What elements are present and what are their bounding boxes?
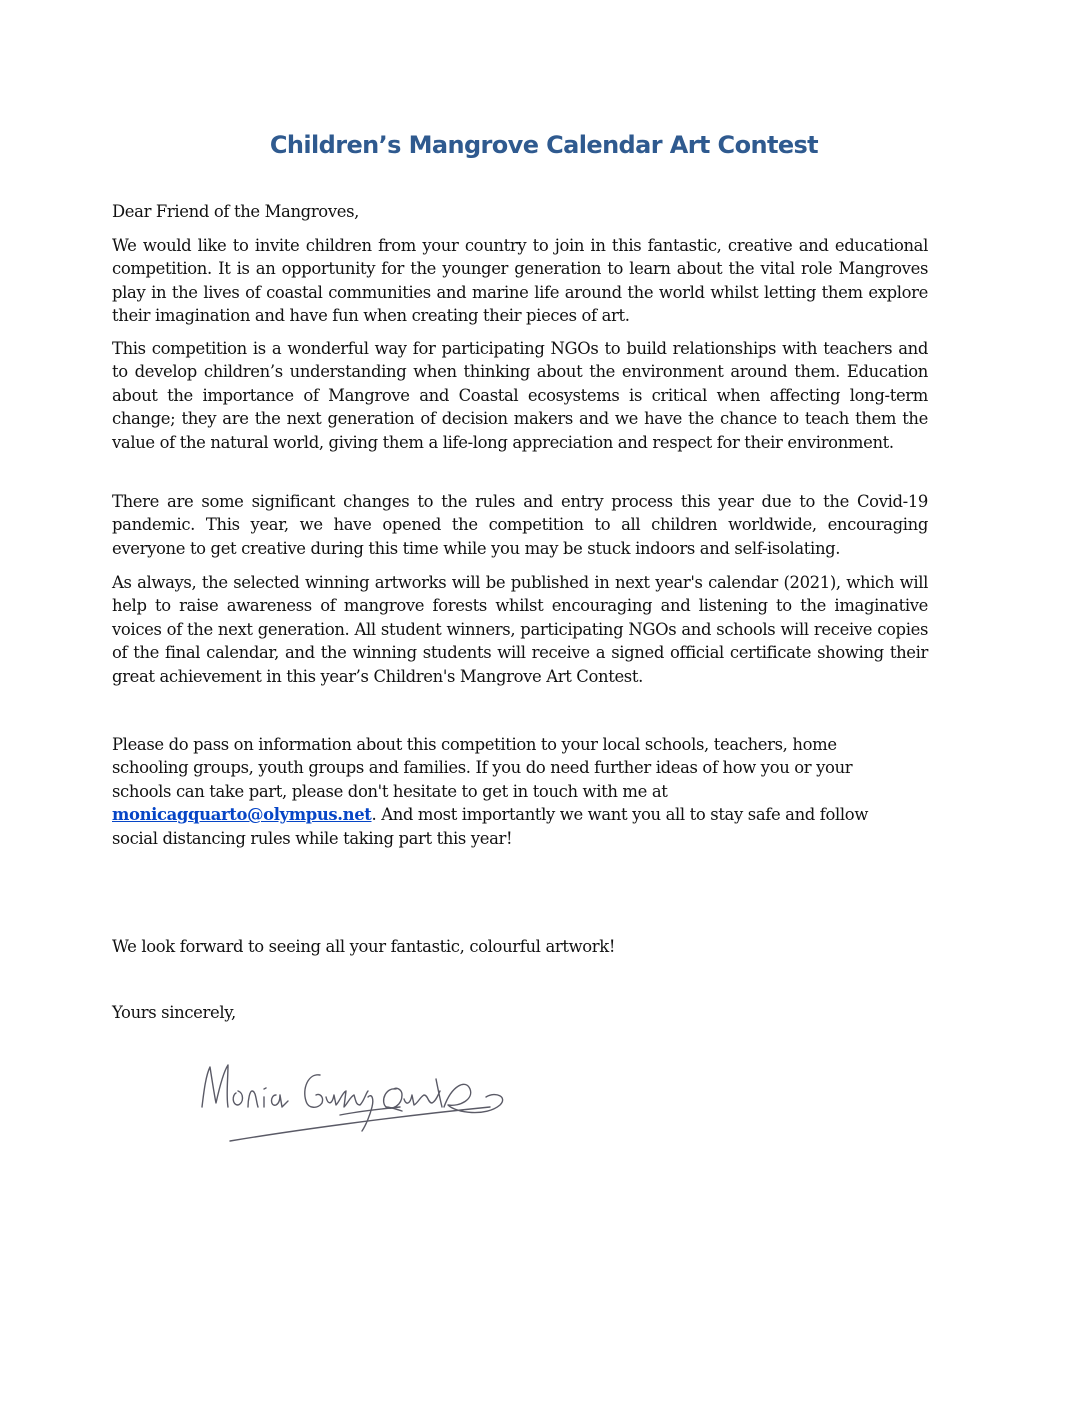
handwritten-signature	[190, 1045, 520, 1155]
paragraph-winning-artworks: As always, the selected winning artworks will be published in next year's calendar (2021), which will help to raise awareness of mangrove forests whilst encouraging and listening to the imaginative voices of the next generation. All student winners, participating NGOs and schools will receive copies of the final calendar, and the winning students will receive a signed official certificate showing their great achievement in this year’s Children's Mangrove Art Contest.	[112, 573, 928, 686]
paragraph-invitation: We would like to invite children from your country to join in this fantastic, creative and educational competition. It is an opportunity for the younger generation to learn about the vital role Mangroves play in the lives of coastal communities and marine life around the world whilst letting them explore their imagination and have fun when creating their pieces of art.	[112, 236, 928, 326]
paragraph-covid-changes: There are some significant changes to the rules and entry process this year due to the Covid-19 pandemic. This year, we have opened the competition to all children worldwide, encouraging everyone to get creative during this time while you may be stuck indoors and self-isolating.	[112, 492, 928, 558]
page-title: Children’s Mangrove Calendar Art Contest	[269, 131, 819, 159]
closing-line: We look forward to seeing all your fantastic, colourful artwork!	[112, 937, 616, 956]
paragraph-relationships: This competition is a wonderful way for participating NGOs to build relationships with teachers and to develop children’s understanding when thinking about the environment around them. Education about the importance of Mangrove and Coastal ecosystems is critical when affecting long-term change; they are the next generation of decision makers and we have the chance to teach them the value of the natural world, giving them a life-long appreciation and respect for their environment.	[112, 339, 928, 452]
contact-text-after-email: . And most importantly we want you all to stay safe and follow social distancing rules while taking part this year!	[112, 805, 869, 848]
sign-off: Yours sincerely,	[112, 1003, 236, 1022]
email-link[interactable]: monicagquarto@olympus.net	[112, 805, 372, 825]
contact-text-before-email: Please do pass on information about this competition to your local schools, teachers, home schooling groups, youth groups and families. If you do need further ideas of how you or your schools can take part, please don't hesitate to get in touch with me at	[112, 735, 853, 801]
paragraph-contact	[112, 733, 902, 850]
salutation: Dear Friend of the Mangroves,	[112, 202, 360, 221]
